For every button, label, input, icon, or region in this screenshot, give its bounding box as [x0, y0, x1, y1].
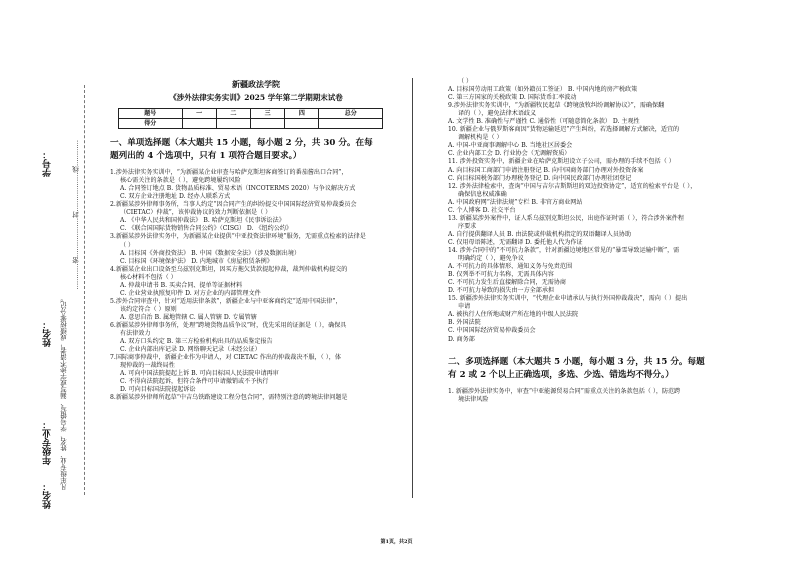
school-name: 新疆政法学院: [232, 79, 280, 89]
major-label: 年级专业：: [43, 420, 53, 465]
question-stem: 该约定符合（ ）原则: [120, 305, 177, 313]
question-option: A. 不可抗力的具体情形、通知义务与免责范围: [448, 263, 573, 271]
question-option: A. 合同签订地点 B. 货物品质标准、贸易术语（INCOTERMS 2020）与争议解决方式: [120, 185, 356, 193]
question-stem: 确保信息权威准确: [458, 190, 507, 198]
question-option: A. 被执行人住所地或财产所在地的中级人民法院: [448, 311, 579, 319]
question-item: [110, 298, 402, 322]
question-option: C. 双方企业注册地址 D. 经办人联系方式: [120, 193, 231, 201]
question-stem: 3.新疆某涉外法律实务中，为新疆某企业提供“中亚投资法律环境”服务，无需重点检索的法律是: [110, 233, 366, 241]
question-item: [110, 394, 402, 402]
question-stem: 核心材料不包括（ ）: [120, 273, 177, 281]
question-option: A. 双方口头约定 B. 第三方检验机构出具的品质鉴定报告: [120, 338, 273, 346]
question-stem: 1. 新疆涉外法律实务中，审查“中亚能源贸易合同”需重点关注的条款包括（ ），防范跨: [448, 387, 681, 395]
question-list: [110, 169, 402, 402]
question-item: [448, 158, 733, 182]
question-option: C. 目标国《环境保护法》 D. 内地城市《房屋租赁条例》: [120, 257, 273, 265]
question-option: C. 企业内部出库记录 D. 网络聊天记录（未经公证）: [120, 346, 261, 354]
question-option: C. 不可抗力发生后直接解除合同，无需协商: [448, 279, 567, 287]
question-stem: 译的（ ），避免法律术语歧义: [458, 110, 537, 118]
question-item: [110, 169, 402, 201]
binding-dashed-line: [84, 85, 85, 495]
section1-title-line: 一、单项选择题（本大题共 15 小题，每小题 2 分，共 30 分。在每: [110, 138, 373, 149]
question-stem: 7.国际商事仲裁中，新疆企业作为申请人，对 CIETAC 作出的仲裁裁决不服，（ ），体: [110, 354, 341, 362]
binding-instructions: 凡年级专业、姓名、学号错写、漏写或字迹不清者，成绩按零分记。: [60, 295, 68, 490]
question-option: C. 《联合国国际货物销售合同公约》（CISG） D. 《纽约公约》: [120, 225, 293, 233]
name-label-top: 姓名：: [43, 320, 53, 347]
question-option: A. 自行提供翻译人员 B. 由法院或仲裁机构指定的双语翻译人员协助: [448, 230, 632, 238]
question-stem: 14. 涉外合同中的“不可抗力条款”，针对新疆边境地区常见的“暴雪导致运输中断”，需: [448, 246, 680, 254]
question-option: C. 第三方国家的关税政策 D. 国际货币汇率波动: [448, 94, 577, 102]
question-option: A. 仲裁申请书 B. 买卖合同、提单等证据材料: [120, 281, 243, 289]
question-stem: 调解机构是（ ）: [458, 134, 503, 142]
question-option: A. 中国政府网“法律法规”专栏 B. 非官方商业网站: [448, 198, 583, 206]
question-option: D. 商务部: [448, 335, 475, 343]
question-option: A. 文学性 B. 准确性与严谨性 C. 通俗性（可随意简化条款） D. 主观性: [448, 118, 640, 126]
question-stem: 12. 涉外法律检索中，查询“中国与吉尔吉斯斯坦的双边投资协定”，适宜的检索平台是（ ），: [448, 182, 697, 190]
score-row-label: 得分: [119, 119, 183, 129]
right-column: [448, 78, 733, 404]
question-stem: 境法律风险: [458, 395, 489, 403]
score-header-cell: 四: [285, 109, 319, 119]
question-option: A. 意思自治 B. 属地管辖 C. 属人管辖 D. 专属管辖: [120, 313, 257, 321]
question-option: A. 中国-中亚商事调解中心 B. 当地社区居委会: [448, 142, 573, 150]
question-stem: 2.新疆某涉外律师事务所，当事人约定“因合同产生的纠纷提交中国国际经济贸易仲裁委员会: [110, 201, 357, 209]
question-stem: （ ）: [120, 241, 135, 249]
question-option: C. 不得向法院起诉，但符合条件可申请撤销或不予执行: [120, 378, 269, 386]
question-item: [110, 322, 402, 354]
score-cell: [250, 119, 284, 129]
score-cell: [182, 119, 216, 129]
question-option: C. 个人博客 D. 社交平台: [448, 206, 516, 214]
question-stem: 序要求: [458, 222, 477, 230]
column-divider: [412, 78, 413, 498]
left-column: [110, 78, 402, 402]
question-item: [448, 78, 733, 102]
question-option: A. 可向中国法院提起上诉 B. 可向目标国人民法院申请再审: [120, 370, 279, 378]
seal-line: …………密………………封………………线…………: [72, 140, 80, 290]
score-header-cell: 三: [250, 109, 284, 119]
question-item: [448, 183, 733, 215]
question-stem: 核心需关注的条款是（ ），避免跨境履约风险: [120, 177, 241, 185]
question-item: [110, 266, 402, 298]
question-stem: 8.新疆某涉外律师所起草“中吉乌铁路建设工程分包合同”，需特别注意的跨境法律问题是: [110, 394, 348, 402]
question-item: [110, 233, 402, 265]
score-cell: [216, 119, 250, 129]
question-item: [448, 126, 733, 158]
score-header-cell: 一: [182, 109, 216, 119]
question-item: [448, 388, 733, 404]
question-option: C. 仅用母语陈述，无需翻译 D. 委托他人代为作证: [448, 238, 583, 246]
question-stem: 10. 新疆企业与俄罗斯客商因“货物运输延迟”产生纠纷，若选择调解方式解决，适宜的: [448, 126, 680, 134]
question-stem: 4.新疆某企业出口设备至乌兹别克斯坦，因买方拖欠货款提起仲裁，裁判仲裁机构提交的: [110, 265, 348, 273]
question-stem: 申请: [458, 303, 471, 311]
question-stem: 明确约定（ ），避免争议: [458, 255, 524, 263]
student-id-label: 学号：: [43, 150, 53, 177]
question-item: [448, 215, 733, 247]
binding-margin: [38, 80, 88, 509]
question-stem: （CIETAC）仲裁”，该仲裁协议的效力判断依据是（ ）: [120, 209, 272, 217]
score-cell: [319, 119, 383, 129]
section2-title: [448, 356, 733, 382]
question-option: C. 中国国际经济贸易仲裁委员会: [448, 327, 536, 335]
score-table: [118, 108, 383, 129]
question-item: [448, 102, 733, 126]
question-option: D. 可向目标国法院提起诉讼: [120, 386, 196, 394]
score-cell: [285, 119, 319, 129]
question-option: A. 向目标国工商部门申请注册登记 B. 向中国商务部门办理对外投资备案: [448, 166, 644, 174]
question-item: [110, 201, 402, 233]
question-option: A. 目标国《外商投资法》 B. 中国《数据安全法》（涉及数据出境）: [120, 249, 301, 257]
question-option: C. 企业营业执照复印件 D. 对方企业的内部管理文件: [120, 289, 261, 297]
section2-title-line: 有 2 或 2 个以上正确选项，多选、少选、错选均不得分。）: [448, 369, 674, 380]
score-header-cell: 题号: [119, 109, 183, 119]
question-stem: 6.新疆某涉外律师事务所，处理“跨境货物品质争议”时，优先采用的证据是（ ），确保具: [110, 321, 347, 329]
score-header-cell: 二: [216, 109, 250, 119]
score-header-cell: 总分: [319, 109, 383, 119]
question-option: C. 向目标国税务部门办理税务登记 D. 向中国民政部门办理社团登记: [448, 174, 632, 182]
question-stem: 11. 涉外投资实务中，新疆企业在哈萨克斯坦设立子公司，需办理的手续不包括（ ）: [448, 158, 675, 166]
section1-title-line: 题列出的 4 个选项中，只有 1 项符合题目要求。）: [110, 151, 302, 162]
question-option: A. 目标国劳动用工政策（如外籍员工签证） B. 中国内地的房产税政策: [448, 86, 638, 94]
question-item: [448, 247, 733, 295]
question-stem: 13. 新疆某涉外案件中，证人系乌兹别克斯坦公民，出庭作证时需（ ），符合涉外案件程: [448, 214, 684, 222]
question-option: B. 外国法院: [448, 319, 481, 327]
question-option: D. 不可抗力导致的损失由一方全部承担: [448, 287, 555, 295]
name-label-bottom: 姓名：: [43, 482, 53, 509]
question-stem: （ ）: [458, 78, 473, 85]
question-item: [448, 295, 733, 343]
question-item: [110, 354, 402, 394]
question-option: C. 企业内部工会 D. 行业协会（无调解资质）: [448, 150, 571, 158]
exam-title: 《涉外法律实务实训》2025 学年第二学期期末试卷: [169, 93, 343, 103]
question-stem: 15. 新疆涉外法律实务实训中，“代理企业申请承认与执行外国仲裁裁决”，需向（ ）提出: [448, 295, 688, 303]
question-option: A. 《中华人民共和国仲裁法》 B. 哈萨克斯坦《民事诉讼法》: [120, 217, 285, 225]
section1-title: [110, 137, 402, 163]
section2-title-line: 二、多项选择题（本大题共 5 小题，每小题 3 分，共 15 分。每题: [448, 356, 705, 367]
question-stem: 5.涉外合同审查中，针对“适用法律条款”，新疆企业与中亚客商约定“适用中国法律”，: [110, 297, 342, 305]
question-option: B. 仅列举不可抗力名称，无需具体内容: [448, 271, 554, 279]
question-stem: 现仲裁的一裁终局性: [120, 362, 175, 370]
question-stem: 1.涉外法律实务实训中，“为新疆某企业审查与哈萨克斯坦客商签订的番茄酱出口合同”，: [110, 169, 348, 177]
page-footer: 第1页，共2页: [380, 539, 413, 545]
question-stem: 有法律效力: [120, 330, 151, 338]
question-stem: 9.涉外法律实务实训中，“为新疆牧民起草《跨境放牧纠纷调解协议》”，需确保翻: [448, 102, 665, 110]
